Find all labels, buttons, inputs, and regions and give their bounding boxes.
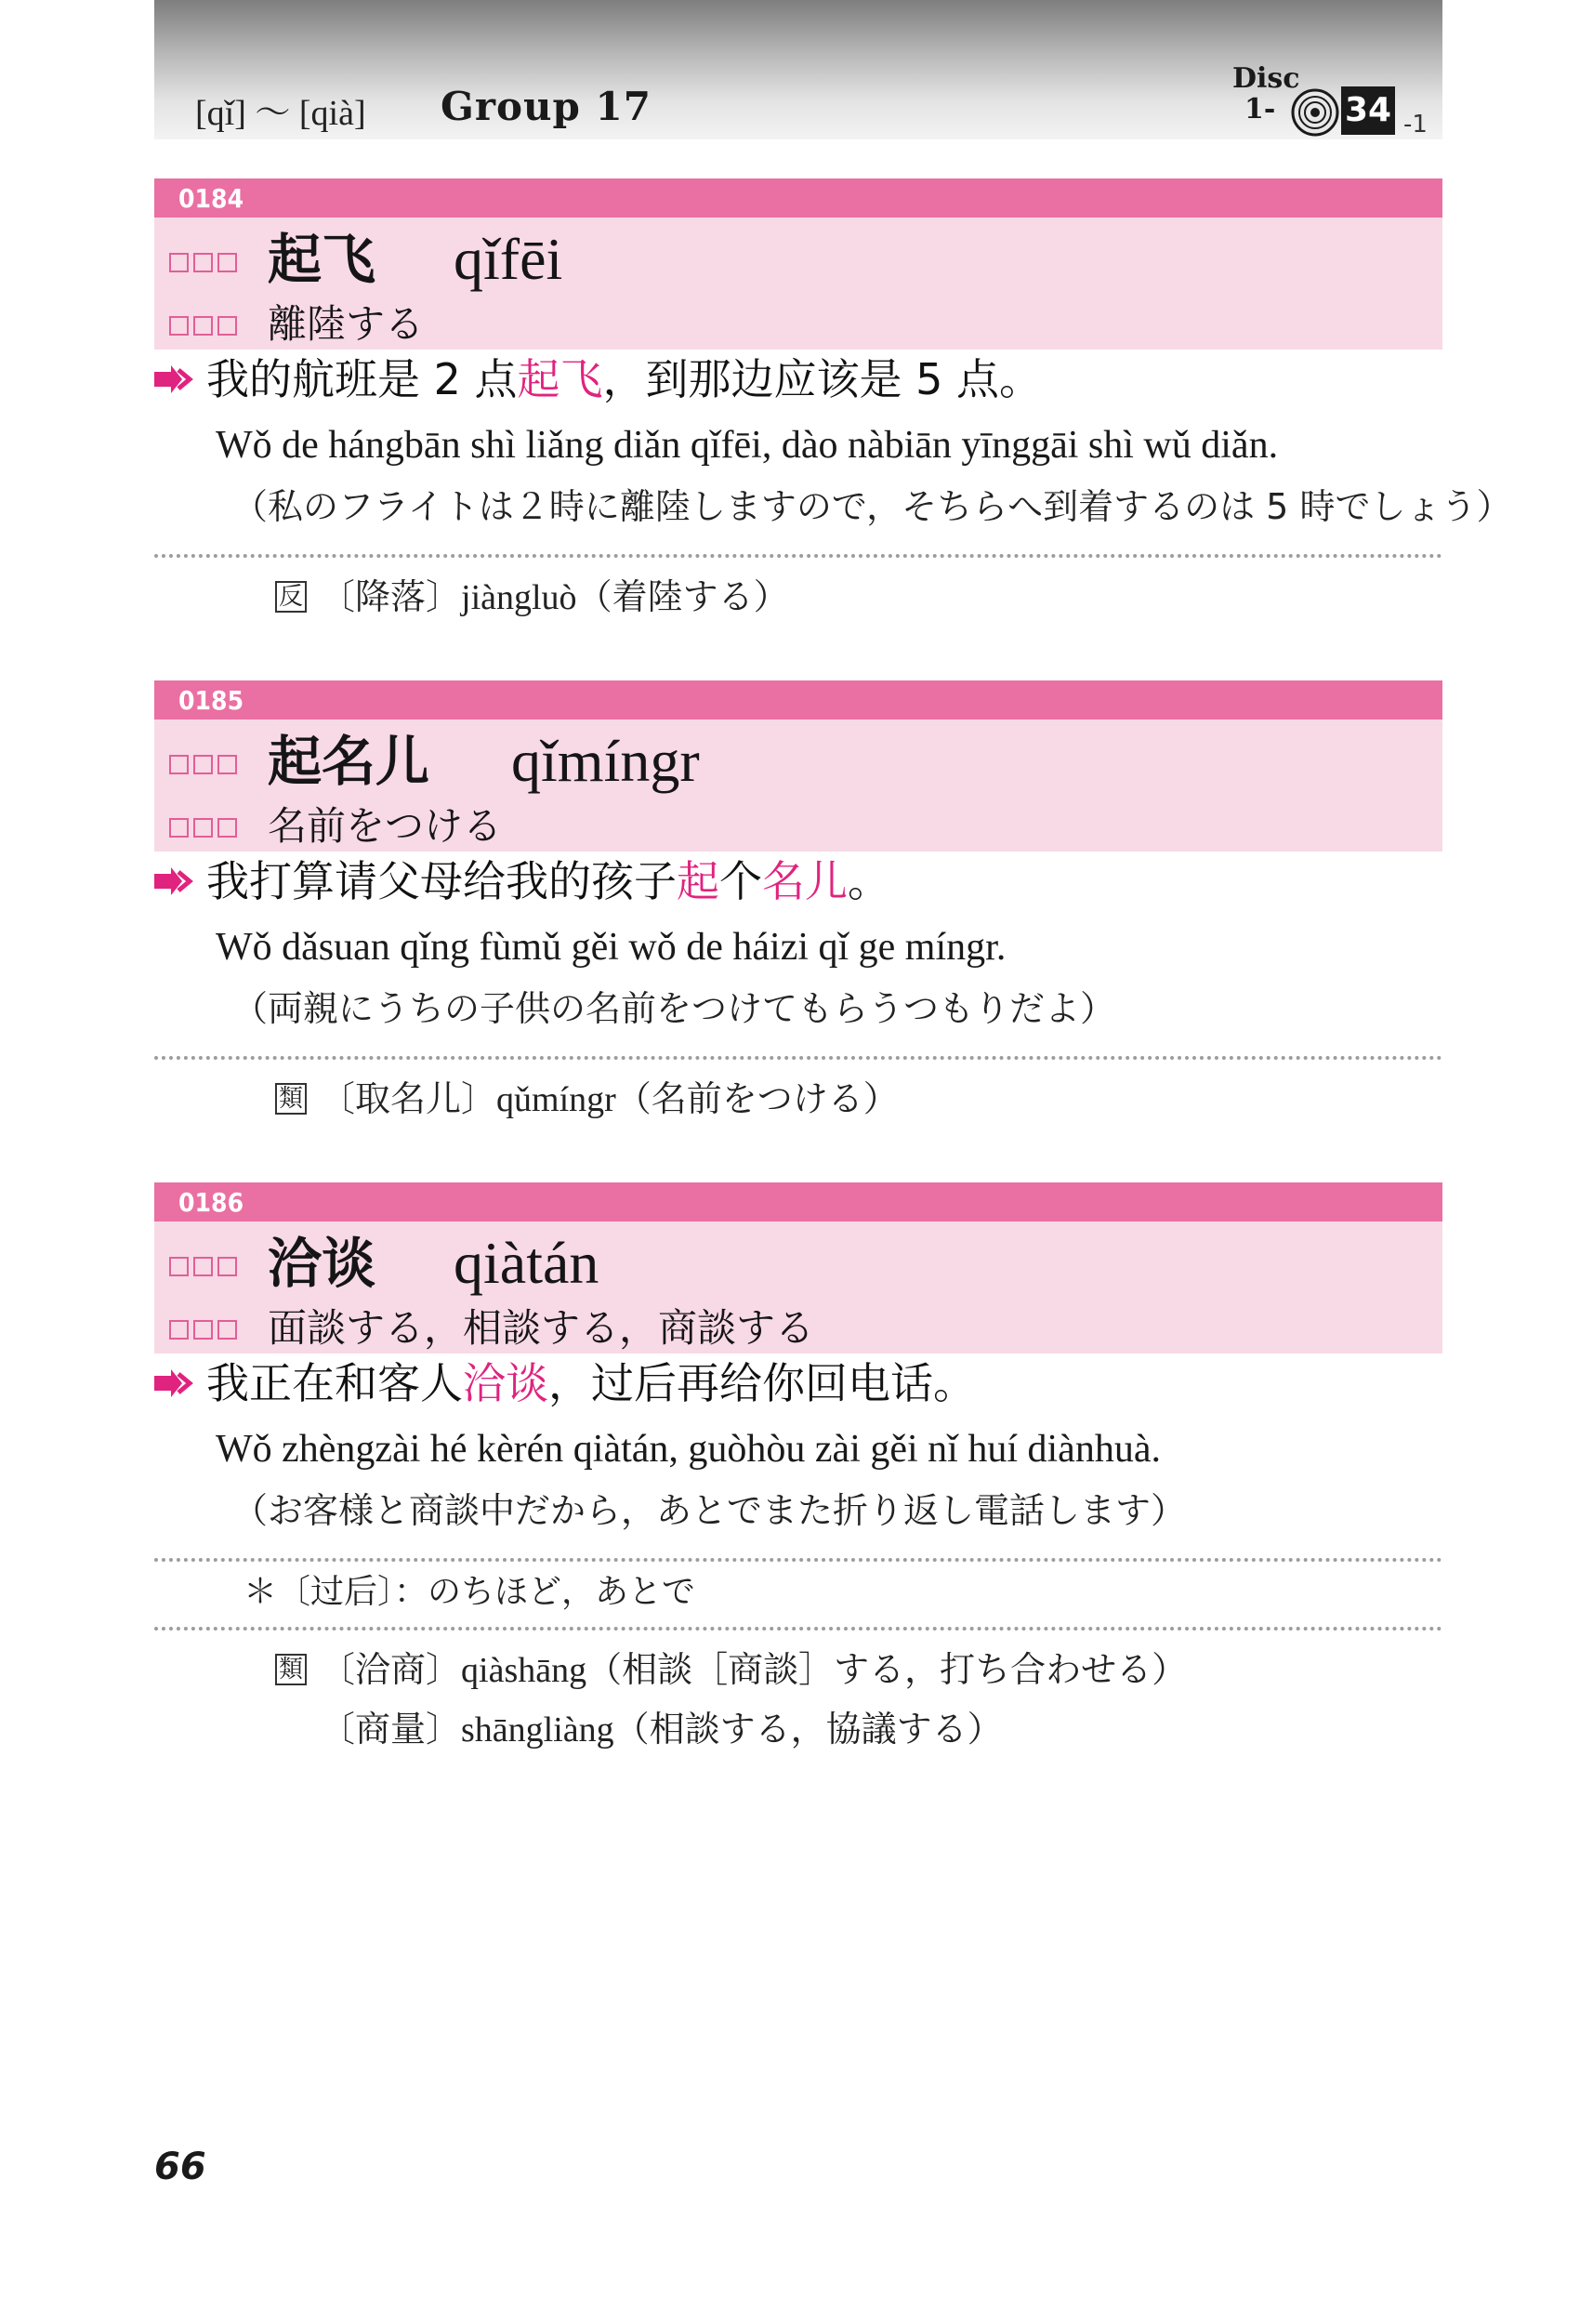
headword-hanzi: 起飞 (268, 228, 376, 291)
example-translation: （両親にうちの子供の名前をつけてもらうつもりだよ） (232, 988, 1116, 1029)
example-pinyin: Wǒ zhèngzài hé kèrén qiàtán, guòhòu zài gěi nǐ huí diànhuà. (216, 1428, 1161, 1471)
example-pinyin: Wǒ de hángbān shì liǎng diǎn qǐfēi, dào nàbiān yīnggāi shì wǔ diǎn. (216, 424, 1279, 467)
headword-box (154, 1221, 1442, 1353)
track-suffix: -1 (1403, 111, 1428, 139)
disc-number: 1- (1244, 93, 1276, 125)
checkbox-icon (193, 253, 213, 272)
checkbox-icon (217, 1320, 237, 1340)
checkbox-icon (193, 1257, 213, 1276)
divider (154, 1056, 1442, 1060)
highlighted-word: 洽谈 (463, 1358, 548, 1408)
example-sentence: 我打算请父母给我的孩子起个名儿。 (154, 853, 890, 909)
divider (154, 1627, 1442, 1631)
divider (154, 554, 1442, 558)
highlighted-word: 起 (677, 856, 719, 906)
checkbox-icon (217, 818, 237, 838)
entry-number: 0184 (154, 178, 1442, 218)
disc-label: Disc (1232, 62, 1300, 95)
headword-pinyin: qǐfēi (454, 226, 563, 292)
headword-meaning: 名前をつける (268, 803, 503, 849)
checkbox-icon (193, 1320, 213, 1340)
checkbox-icon (169, 253, 189, 272)
entry-number: 0186 (154, 1182, 1442, 1221)
entry-number: 0185 (154, 680, 1442, 720)
checkbox-group (169, 1320, 237, 1340)
checkbox-group (169, 818, 237, 838)
checkbox-icon (193, 755, 213, 774)
related-word: 〔商量〕shāngliàng（相談する，協議する） (320, 1709, 1003, 1750)
example-translation: （お客様と商談中だから，あとでまた折り返し電話します） (232, 1490, 1187, 1531)
example-translation: （私のフライトは２時に離陸しますので，そちらへ到着するのは 5 時でしょう） (232, 486, 1512, 527)
page-header (154, 0, 1442, 139)
headword-meaning: 離陸する (268, 301, 425, 347)
synonym-tag: 類 (275, 1654, 307, 1685)
checkbox-icon (217, 755, 237, 774)
checkbox-icon (217, 253, 237, 272)
arrow-icon (154, 365, 193, 393)
checkbox-icon (193, 818, 213, 838)
checkbox-group (169, 755, 237, 774)
checkbox-group (169, 316, 237, 336)
divider (154, 1558, 1442, 1562)
headword-pinyin: qǐmíngr (511, 728, 700, 794)
checkbox-group (169, 253, 237, 272)
related-word: 類 〔取名儿〕qǔmíngr（名前をつける） (275, 1076, 899, 1122)
track-number: 34 (1341, 86, 1395, 135)
group-title: Group 17 (441, 84, 652, 129)
headword-hanzi: 洽谈 (268, 1232, 376, 1295)
vocab-entry-0186 (154, 1182, 1442, 1750)
example-sentence: 我正在和客人洽谈，过后再给你回电话。 (154, 1355, 976, 1411)
page-number: 66 (154, 2146, 206, 2188)
checkbox-icon (169, 1320, 189, 1340)
headword-meaning: 面談する，相談する，商談する (268, 1305, 815, 1351)
checkbox-icon (193, 316, 213, 336)
highlighted-word: 起飞 (517, 354, 603, 404)
vocab-note: ＊〔过后〕：のちほど，あとで (244, 1573, 696, 1611)
synonym-tag: 類 (275, 1083, 307, 1115)
arrow-icon (154, 867, 193, 895)
checkbox-icon (169, 755, 189, 774)
checkbox-icon (217, 1257, 237, 1276)
antonym-tag: 反 (275, 581, 307, 613)
related-word: 反 〔降落〕jiàngluò（着陸する） (275, 574, 789, 620)
checkbox-icon (169, 316, 189, 336)
headword-box (154, 720, 1442, 852)
vocab-entry-0185 (154, 680, 1442, 1119)
headword-hanzi: 起名儿 (268, 730, 430, 793)
checkbox-icon (217, 316, 237, 336)
example-pinyin: Wǒ dǎsuan qǐng fùmǔ gěi wǒ de háizi qǐ ge míngr. (216, 926, 1007, 969)
headword-box (154, 218, 1442, 350)
vocab-entry-0184 (154, 178, 1512, 617)
checkbox-icon (169, 1257, 189, 1276)
highlighted-word: 名儿 (762, 856, 848, 906)
arrow-icon (154, 1369, 193, 1397)
example-sentence: 我的航班是 2 点起飞，到那边应该是 5 点。 (154, 351, 1042, 407)
checkbox-group (169, 1257, 237, 1276)
cd-icon (1290, 87, 1340, 138)
related-word: 類 〔洽商〕qiàshāng（相談［商談］する，打ち合わせる） (275, 1647, 1187, 1693)
pinyin-range: [qǐ] 〜 [qià] (195, 94, 366, 133)
headword-pinyin: qiàtán (454, 1230, 599, 1296)
checkbox-icon (169, 818, 189, 838)
